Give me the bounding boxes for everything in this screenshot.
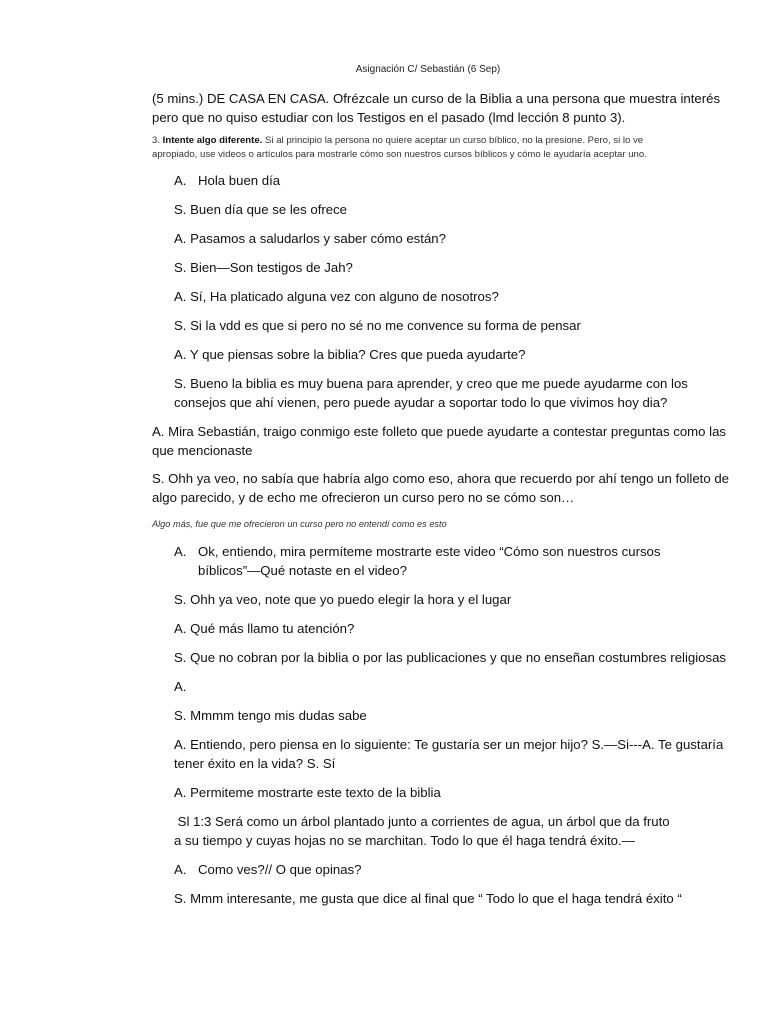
point-3-line-2: apropiado, use videos o artículos para mostrarle cómo son nuestros cursos bíblicos y cómo le ayudaría aceptar uno. — [152, 149, 647, 160]
bible-quote-line-2: a su tiempo y cuyas hojas no se marchitan. Todo lo que él haga tendrá éxito.— — [174, 833, 635, 848]
dialogue-line: A. Pasamos a saludarlos y saber cómo están? — [174, 231, 446, 246]
dialogue-line: S. Bueno la biblia es muy buena para aprender, y creo que me puede ayudarme con los — [174, 376, 688, 391]
bible-quote-line-1: Sl 1:3 Será como un árbol plantado junto a corrientes de agua, un árbol que da fruto — [174, 814, 670, 829]
dialogue-line: S. Si la vdd es que si pero no sé no me convence su forma de pensar — [174, 318, 581, 333]
italic-note: Algo más, fue que me ofrecieron un curso pero no entendí como es esto — [152, 519, 447, 529]
point-3-text: Si al principio la persona no quiere aceptar un curso bíblico, no la presione. Pero, si lo ve — [262, 135, 644, 146]
dialogue-line — [174, 171, 280, 190]
dialogue-line: A. Qué más llamo tu atención? — [174, 621, 355, 636]
dialogue-line: A. Sí, Ha platicado alguna vez con alguno de nosotros? — [174, 289, 499, 304]
speaker-marker: A. — [174, 862, 187, 877]
dialogue-line — [174, 561, 407, 580]
dialogue-text: Hola buen día — [198, 173, 281, 188]
dialogue-line: S. Ohh ya veo, note que yo puedo elegir la hora y el lugar — [174, 592, 512, 607]
dialogue-text: Como ves?// O que opinas? — [198, 862, 362, 877]
intro-line-1: (5 mins.) DE CASA EN CASA. Ofrézcale un curso de la Biblia a una persona que muestra interés — [152, 91, 721, 106]
dialogue-text: Ok, entiendo, mira permíteme mostrarte este video “Cómo son nuestros cursos — [198, 544, 661, 559]
document-header: Asignación C/ Sebastián (6 Sep) — [355, 64, 501, 75]
dialogue-line: S. Mmmm tengo mis dudas sabe — [174, 708, 367, 723]
dialogue-line: S. Mmm interesante, me gusta que dice al final que “ Todo lo que el haga tendrá éxito “ — [174, 891, 682, 906]
dialogue-line — [174, 860, 361, 879]
point-3-line-1 — [152, 134, 643, 148]
dialogue-line: S. Que no cobran por la biblia o por las publicaciones y que no enseñan costumbres religiosas — [174, 650, 727, 665]
dialogue-line: consejos que ahí vienen, pero puede ayudar a soportar todo lo que vivimos hoy dia? — [174, 395, 668, 410]
dialogue-text: bíblicos”—Qué notaste en el video? — [198, 563, 407, 578]
intro-line-2: pero que no quiso estudiar con los Testigos en el pasado (lmd lección 8 punto 3). — [152, 110, 626, 125]
dialogue-line: algo parecido, y de echo me ofrecieron un curso pero no se cómo son… — [152, 490, 575, 505]
point-3-number: 3. — [152, 135, 163, 146]
dialogue-line — [174, 542, 660, 561]
dialogue-line: tener éxito en la vida? S. Sí — [174, 756, 336, 771]
dialogue-line: A. Permiteme mostrarte este texto de la biblia — [174, 785, 441, 800]
dialogue-line: S. Bien—Son testigos de Jah? — [174, 260, 353, 275]
dialogue-line: A. Y que piensas sobre la biblia? Cres que pueda ayudarte? — [174, 347, 526, 362]
dialogue-line: A. Entiendo, pero piensa en lo siguiente: Te gustaría ser un mejor hijo? S.—Si---A. Te gustaría — [174, 737, 724, 752]
point-3-title: Intente algo diferente. — [162, 135, 263, 146]
dialogue-line: S. Ohh ya veo, no sabía que habría algo como eso, ahora que recuerdo por ahí tengo un folleto de — [152, 471, 729, 486]
dialogue-line: S. Buen día que se les ofrece — [174, 202, 348, 217]
speaker-marker: A. — [174, 173, 187, 188]
dialogue-line: A. Mira Sebastián, traigo conmigo este folleto que puede ayudarte a contestar preguntas como las — [152, 424, 726, 439]
speaker-marker: A. — [174, 544, 187, 559]
dialogue-line: que mencionaste — [152, 443, 253, 458]
dialogue-line: A. — [174, 679, 187, 694]
